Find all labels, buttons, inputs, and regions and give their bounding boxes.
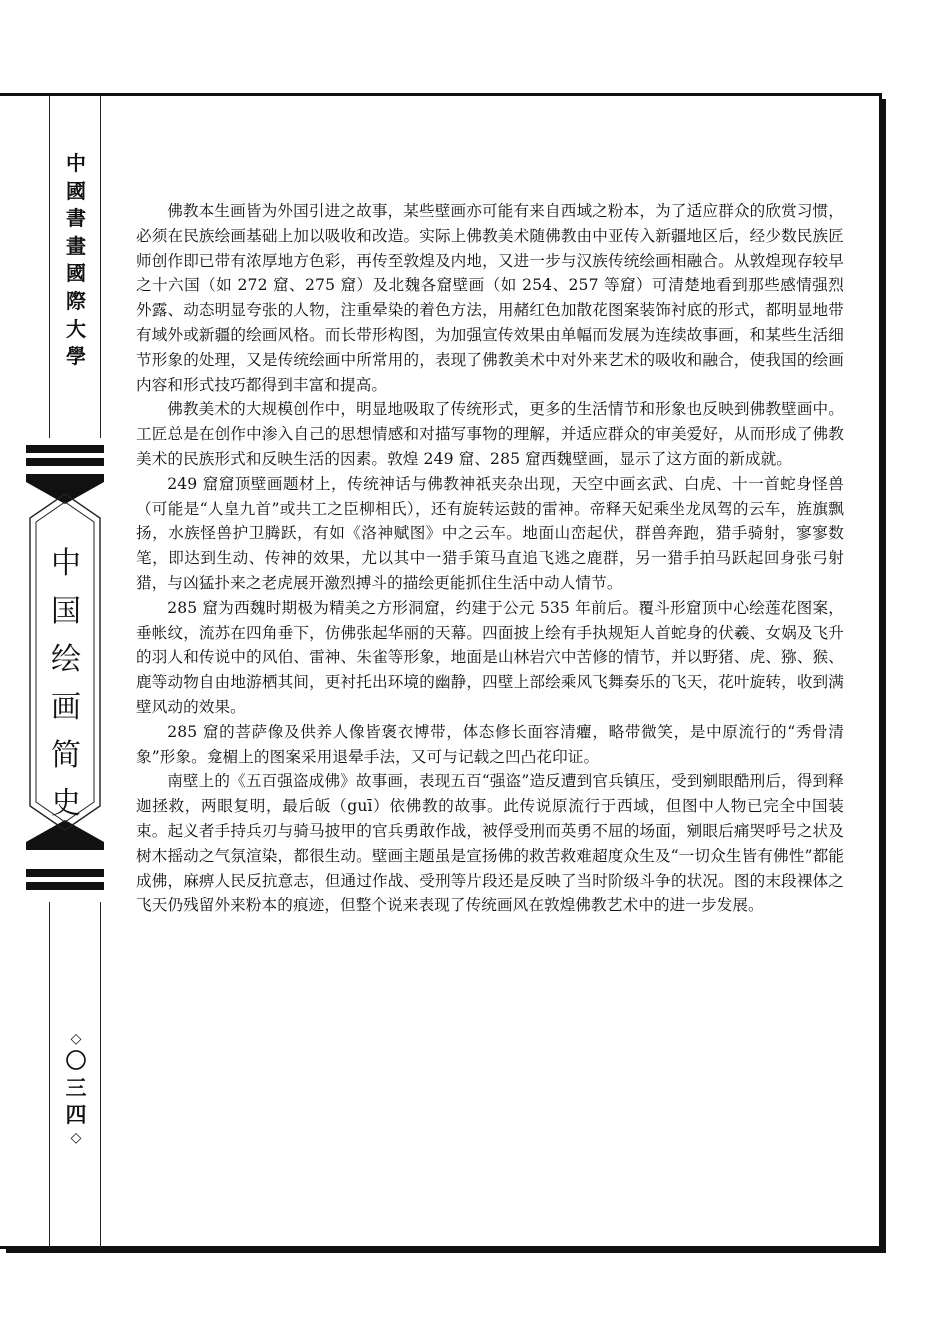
university-char: 大 <box>66 316 86 341</box>
paragraph: 南壁上的《五百强盗成佛》故事画，表现五百“强盗”造反遭到官兵镇压，受到剜眼酷刑后，得到释迦拯救，两眼复明，最后皈（guī）依佛教的故事。此传说原流行于西域，但图中人物已完全中国装束。起义者手持兵刃与骑马披甲的官兵勇敢作战，被俘受刑而英勇不屈的场面，剜眼后痛哭呼号之状及树木摇动之气氛渲染，都很生动。壁画主题虽是宣扬佛的救苦救难超度众生及“一切众生皆有佛性”都能成佛，麻痹人民反抗意志，但通过作战、受刑等片段还是反映了当时阶级斗争的状况。图的末段裸体之飞天仍残留外来粉本的痕迹，但整个说来表现了传统画风在敦煌佛教艺术中的进一步发展。 <box>136 772 844 915</box>
page-number-digit: 四 <box>65 1103 87 1127</box>
paragraph: 佛教美术的大规模创作中，明显地吸取了传统形式，更多的生活情节和形象也反映到佛教壁画中。工匠总是在创作中渗入自己的思想情感和对描写事物的理解，并适应群众的审美爱好，从而形成了佛教美术的民族形式和反映生活的因素。敦煌 249 窟、285 窟西魏壁画，显示了这方面的新成就。 <box>136 400 844 468</box>
page-number <box>60 1030 92 1147</box>
page-number-digit: 三 <box>65 1076 87 1100</box>
book-title-char: 绘 <box>51 642 81 677</box>
university-char: 國 <box>66 178 86 203</box>
cartouche-top-chevron <box>26 474 104 504</box>
university-char: 際 <box>66 288 86 313</box>
university-char: 學 <box>66 344 86 369</box>
book-title-char: 国 <box>51 594 81 629</box>
diamond-icon: ◇ <box>70 1130 82 1146</box>
ornament-band-top-2 <box>26 458 104 466</box>
book-title-char: 史 <box>51 786 81 821</box>
page-frame-shadow-right <box>882 99 886 1253</box>
university-char: 畫 <box>66 233 86 258</box>
diamond-icon: ◇ <box>70 1031 82 1047</box>
book-title <box>46 540 86 828</box>
book-title-char: 简 <box>51 738 81 773</box>
book-title-char: 中 <box>51 546 81 581</box>
ornament-band-bottom-1 <box>26 869 104 877</box>
page-frame-shadow-bottom <box>6 1249 886 1253</box>
paragraph: 249 窟窟顶壁画题材上，传统神话与佛教神祇夹杂出现，天空中画玄武、白虎、十一首蛇身怪兽（可能是“人皇九首”或共工之臣柳相氏），还有旋转运鼓的雷神。帝释天妃乘坐龙凤驾的云车，旌旗飘扬，水族怪兽护卫腾跃，有如《洛神赋图》中之云车。地面山峦起伏，群兽奔跑，猎手骑射，寥寥数笔，即达到生动、传神的效果，尤以其中一猎手策马直追飞逃之鹿群，另一猎手拍马跃起回身张弓射猎，与凶猛扑来之老虎展开激烈搏斗的描绘更能抓住生活中动人情节。 <box>136 474 844 592</box>
paragraph: 佛教本生画皆为外国引进之故事，某些壁画亦可能有来自西域之粉本，为了适应群众的欣赏习惯，必须在民族绘画基础上加以吸收和改造。实际上佛教美术随佛教由中亚传入新疆地区后，经少数民族匠师创作即已带有浓厚地方色彩，再传至敦煌及内地，又进一步与汉族传统绘画相融合。从敦煌现存较早之十六国（如 272 窟、275 窟）及北魏各窟壁画（如 254、257 等窟）可清楚地看到那些感情强烈外露、动态明显夸张的人物，注重晕染的着色方法，用赭红色加散花图案装饰衬底的形式，都明显地带有域外或新疆的绘画风格。而长带形构图，为加强宣传效果由单幅而发展为连续故事画，和某些生活细节形象的处理，又是传统绘画中所常用的，表现了佛教美术中对外来艺术的吸收和融合，使我国的绘画内容和形式技巧都得到丰富和提高。 <box>136 202 844 394</box>
university-char: 書 <box>66 206 86 231</box>
university-char: 國 <box>66 261 86 286</box>
page-number-digit: 〇 <box>65 1049 87 1073</box>
university-name <box>58 150 94 371</box>
sidebar-rule-right-bottom <box>100 902 101 1249</box>
university-char: 中 <box>66 151 86 175</box>
sidebar-rule-left-bottom <box>49 902 50 1249</box>
paragraph: 285 窟的菩萨像及供养人像皆褒衣博带，体态修长面容清癯，略带微笑，是中原流行的“秀骨清象”形象。龛楣上的图案采用退晕手法，又可与记载之凹凸花印证。 <box>136 722 844 766</box>
book-title-char: 画 <box>51 690 81 725</box>
ornament-band-top-1 <box>26 445 104 453</box>
sidebar-rule-right-top <box>100 96 101 438</box>
ornament-band-bottom-2 <box>26 882 104 890</box>
sidebar-rule-left-top <box>49 96 50 438</box>
body-text <box>136 199 844 918</box>
paragraph: 285 窟为西魏时期极为精美之方形洞窟，约建于公元 535 年前后。覆斗形窟顶中心绘莲花图案，垂帐纹，流苏在四角垂下，仿佛张起华丽的天幕。四面披上绘有手执规矩人首蛇身的伏羲、女娲及飞升的羽人和传说中的风伯、雷神、朱雀等形象，地面是山林岩穴中苦修的情节，并以野猪、虎、猕、猴、鹿等动物自由地游栖其间，更衬托出环境的幽静，四壁上部绘乘风飞舞奏乐的飞天，花叶旋转，收到满壁风动的效果。 <box>136 598 844 716</box>
